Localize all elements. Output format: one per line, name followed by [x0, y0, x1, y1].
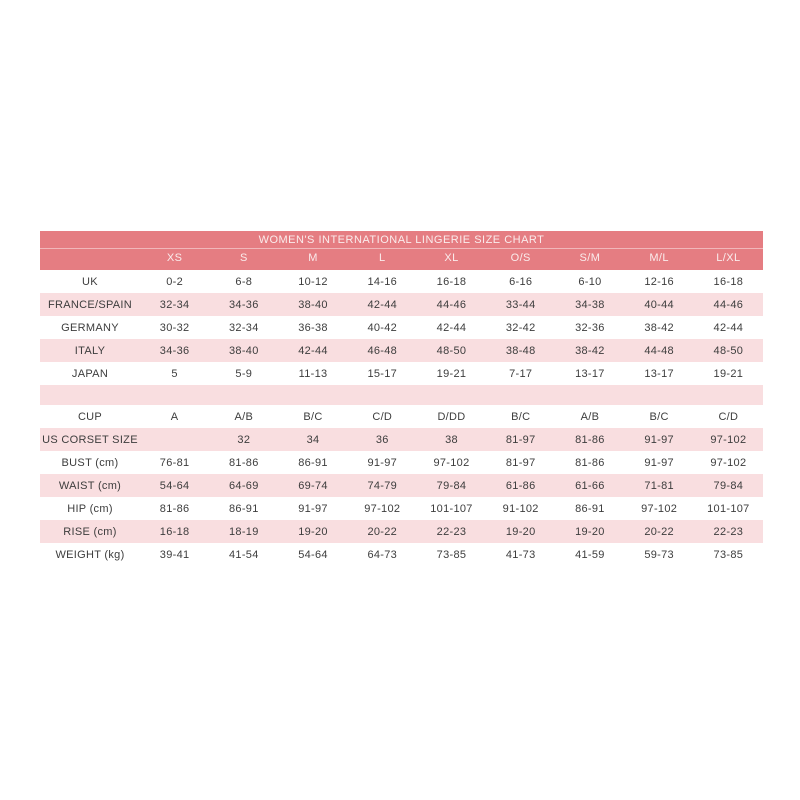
- table-cell: 19-21: [436, 367, 467, 380]
- table-cell: 5-9: [235, 367, 253, 380]
- table-row-hip-cm-: [40, 497, 763, 520]
- table-cell: 30-32: [159, 321, 190, 334]
- table-cell: 20-22: [367, 525, 398, 538]
- table-cell: 38-40: [229, 344, 259, 357]
- table-cell: [625, 385, 694, 405]
- table-row-us-corset-size: [40, 428, 763, 451]
- table-cell: 81-86: [159, 502, 190, 515]
- table-cell: 19-20: [575, 525, 605, 538]
- row-label: ITALY: [74, 344, 106, 357]
- table-cell: 7-17: [509, 367, 533, 380]
- table-cell: 59-73: [644, 548, 674, 561]
- table-cell: [486, 385, 555, 405]
- table-cell: 91-97: [367, 456, 398, 469]
- column-header-xs: XS: [140, 249, 209, 271]
- table-cell: 97-102: [433, 456, 470, 469]
- table-cell: 97-102: [710, 433, 747, 446]
- table-row-japan: [40, 362, 763, 385]
- row-label: GERMANY: [61, 321, 119, 334]
- table-cell: 18-19: [229, 525, 259, 538]
- table-cell: 38-42: [575, 344, 605, 357]
- column-header-xl: XL: [417, 249, 486, 271]
- table-cell: 19-20: [298, 525, 328, 538]
- table-cell: A/B: [234, 410, 254, 423]
- column-header-l: L: [348, 249, 417, 271]
- column-header-m-l: M/L: [625, 249, 694, 271]
- table-cell: [555, 385, 624, 405]
- row-label: JAPAN: [71, 367, 109, 380]
- column-header-s-m: S/M: [555, 249, 624, 271]
- table-cell: 91-97: [298, 502, 328, 515]
- table-cell: B/C: [303, 410, 323, 423]
- table-cell: 20-22: [644, 525, 674, 538]
- table-cell: 42-44: [298, 344, 328, 357]
- row-label: RISE (cm): [63, 525, 117, 538]
- table-row-bust-cm-: [40, 451, 763, 474]
- table-cell: 19-20: [505, 525, 536, 538]
- table-cell: 86-91: [229, 502, 259, 515]
- table-cell: 22-23: [436, 525, 467, 538]
- table-cell: 81-86: [575, 433, 605, 446]
- table-cell: 64-73: [367, 548, 398, 561]
- table-cell: 41-54: [229, 548, 259, 561]
- table-cell: 38-40: [298, 298, 328, 311]
- table-cell: 81-97: [505, 433, 536, 446]
- table-cell: 19-21: [713, 367, 744, 380]
- table-row-rise-cm-: [40, 520, 763, 543]
- table-cell: 41-59: [575, 548, 605, 561]
- table-cell: 33-44: [505, 298, 536, 311]
- table-cell: 34-38: [575, 298, 605, 311]
- table-cell: 11-13: [298, 367, 328, 380]
- table-cell: 34-36: [159, 344, 190, 357]
- table-cell: 44-46: [436, 298, 467, 311]
- table-cell: 101-107: [430, 502, 473, 515]
- table-cell: 97-102: [641, 502, 678, 515]
- table-cell: A: [170, 410, 179, 423]
- row-label: WEIGHT (kg): [55, 548, 125, 561]
- table-cell: 12-16: [644, 275, 674, 288]
- table-cell: 32-34: [229, 321, 259, 334]
- row-label: US CORSET SIZE: [42, 433, 138, 446]
- separator-row: [40, 385, 763, 405]
- table-cell: 13-17: [575, 367, 605, 380]
- table-cell: 61-66: [575, 479, 605, 492]
- table-cell: 16-18: [713, 275, 744, 288]
- column-header-m: M: [278, 249, 347, 271]
- row-label: WAIST (cm): [58, 479, 122, 492]
- table-row-waist-cm-: [40, 474, 763, 497]
- row-label: UK: [82, 275, 98, 288]
- table-cell: 79-84: [713, 479, 744, 492]
- table-cell: 101-107: [707, 502, 750, 515]
- table-cell: 42-44: [436, 321, 467, 334]
- column-header-o-s: O/S: [486, 249, 555, 271]
- table-cell: B/C: [511, 410, 531, 423]
- table-cell: D/DD: [437, 410, 466, 423]
- table-cell: 36-38: [298, 321, 328, 334]
- column-header-s: S: [209, 249, 278, 271]
- table-cell: [140, 385, 209, 405]
- table-cell: 86-91: [575, 502, 605, 515]
- table-row-italy: [40, 339, 763, 362]
- table-cell: 44-48: [644, 344, 674, 357]
- table-cell: 61-86: [505, 479, 536, 492]
- table-cell: [348, 385, 417, 405]
- table-cell: 91-102: [502, 502, 539, 515]
- table-cell: 6-8: [235, 275, 253, 288]
- table-cell: [417, 385, 486, 405]
- table-row-france-spain: [40, 293, 763, 316]
- table-cell: 32-34: [159, 298, 190, 311]
- table-cell: 40-44: [644, 298, 674, 311]
- table-cell: 32: [237, 433, 251, 446]
- table-cell: 86-91: [298, 456, 328, 469]
- table-cell: 15-17: [367, 367, 398, 380]
- table-cell: 81-86: [575, 456, 605, 469]
- table-cell: 44-46: [713, 298, 744, 311]
- table-cell: 69-74: [298, 479, 328, 492]
- table-cell: A/B: [580, 410, 600, 423]
- table-cell: 6-16: [509, 275, 533, 288]
- table-cell: 34: [306, 433, 320, 446]
- table-row-cup: [40, 405, 763, 428]
- table-cell: 46-48: [367, 344, 398, 357]
- table-cell: 40-42: [367, 321, 398, 334]
- table-cell: C/D: [372, 410, 393, 423]
- table-cell: C/D: [718, 410, 739, 423]
- table-cell: 10-12: [298, 275, 328, 288]
- lingerie-size-chart-table: [40, 231, 763, 566]
- table-cell: 97-102: [710, 456, 747, 469]
- table-cell: 38-42: [644, 321, 674, 334]
- table-title-row: [40, 231, 763, 249]
- table-cell: 91-97: [644, 433, 674, 446]
- table-row-uk: [40, 270, 763, 293]
- row-label: FRANCE/SPAIN: [47, 298, 133, 311]
- table-cell: 14-16: [367, 275, 398, 288]
- table-cell: 0-2: [166, 275, 184, 288]
- table-cell: 74-79: [367, 479, 398, 492]
- table-cell: 91-97: [644, 456, 674, 469]
- table-cell: 34-36: [229, 298, 259, 311]
- table-cell: 38: [445, 433, 458, 446]
- table-cell: 97-102: [364, 502, 401, 515]
- table-cell: 6-10: [578, 275, 602, 288]
- size-chart-container: [40, 231, 763, 566]
- table-cell: 42-44: [367, 298, 398, 311]
- table-cell: 81-97: [505, 456, 536, 469]
- table-cell: 39-41: [159, 548, 190, 561]
- table-cell: 73-85: [436, 548, 467, 561]
- table-cell: 81-86: [229, 456, 259, 469]
- table-cell: 32-36: [575, 321, 605, 334]
- table-cell: 48-50: [713, 344, 744, 357]
- table-row-weight-kg-: [40, 543, 763, 566]
- row-label: [40, 385, 140, 405]
- table-cell: 22-23: [713, 525, 744, 538]
- table-cell: 16-18: [436, 275, 467, 288]
- column-header-empty: [40, 249, 140, 271]
- row-label: HIP (cm): [67, 502, 113, 515]
- table-cell: 42-44: [713, 321, 744, 334]
- table-cell: 79-84: [436, 479, 467, 492]
- table-cell: 36: [375, 433, 389, 446]
- column-header-l-xl: L/XL: [694, 249, 763, 271]
- table-cell: 32-42: [505, 321, 536, 334]
- row-label: CUP: [77, 410, 103, 423]
- table-cell: [209, 385, 278, 405]
- table-cell: [278, 385, 347, 405]
- table-cell: 48-50: [436, 344, 467, 357]
- table-cell: 16-18: [159, 525, 190, 538]
- table-cell: 5: [171, 367, 178, 380]
- table-cell: 71-81: [644, 479, 674, 492]
- row-label: BUST (cm): [61, 456, 119, 469]
- column-header-row: [40, 249, 763, 271]
- table-cell: B/C: [649, 410, 669, 423]
- table-body: [40, 270, 763, 566]
- table-cell: 76-81: [159, 456, 190, 469]
- table-cell: 54-64: [159, 479, 190, 492]
- table-cell: 64-69: [229, 479, 259, 492]
- table-cell: [694, 385, 763, 405]
- table-cell: 13-17: [644, 367, 674, 380]
- table-cell: 38-48: [505, 344, 536, 357]
- table-cell: 54-64: [298, 548, 328, 561]
- table-row-germany: [40, 316, 763, 339]
- table-cell: 41-73: [505, 548, 536, 561]
- table-cell: [140, 428, 209, 451]
- table-cell: 73-85: [713, 548, 744, 561]
- table-title: WOMEN'S INTERNATIONAL LINGERIE SIZE CHART: [40, 231, 763, 249]
